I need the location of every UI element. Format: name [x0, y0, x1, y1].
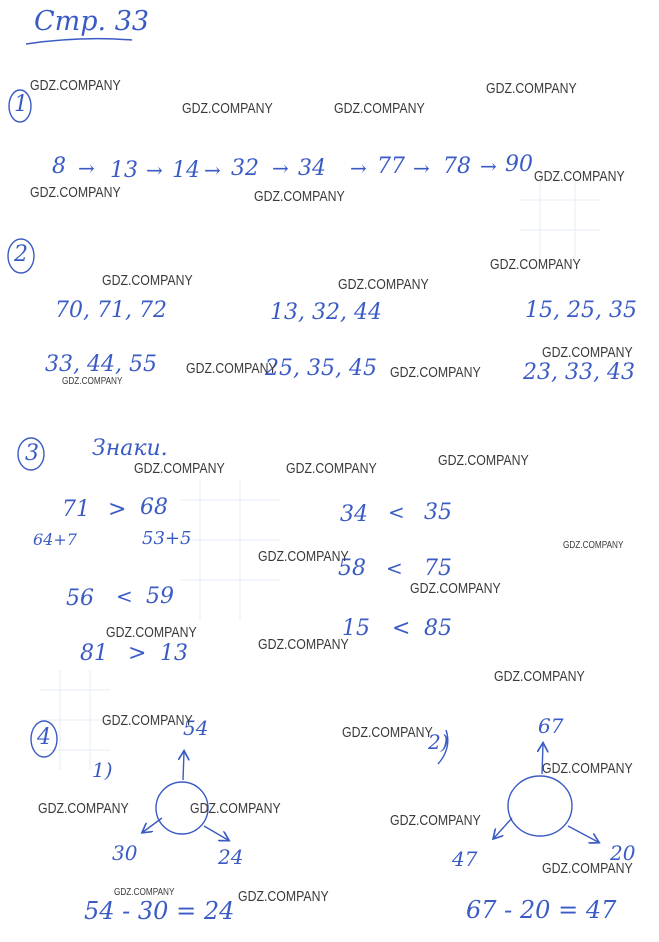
watermark: GDZ.COMPANY	[258, 548, 349, 565]
sequence-arrow: →	[350, 156, 367, 180]
comparison-left: 71	[62, 497, 90, 522]
arrow-up	[183, 752, 184, 780]
task3-heading: Знаки.	[92, 436, 168, 461]
watermark: GDZ.COMPANY	[186, 360, 277, 377]
task4-number: 4	[37, 725, 51, 750]
watermark: GDZ.COMPANY	[30, 77, 121, 94]
watermark: GDZ.COMPANY	[286, 460, 377, 477]
watermark: GDZ.COMPANY	[182, 100, 273, 117]
comparison-right: 13	[160, 641, 188, 666]
watermark: GDZ.COMPANY	[534, 168, 625, 185]
watermark: GDZ.COMPANY	[542, 860, 633, 877]
number-group: 70, 71, 72	[55, 298, 167, 323]
sequence-number: 8	[52, 154, 66, 179]
watermark: GDZ.COMPANY	[106, 624, 197, 641]
sequence-arrow: →	[78, 156, 95, 180]
sequence-arrow: →	[413, 156, 430, 180]
watermark: GDZ.COMPANY	[438, 452, 529, 469]
diagram-circle	[508, 776, 572, 836]
comparison-sign: <	[392, 616, 411, 641]
task2-number: 2	[14, 242, 28, 267]
comparison-right: 59	[146, 584, 174, 609]
watermark: GDZ.COMPANY	[338, 276, 429, 293]
watermark: GDZ.COMPANY	[258, 636, 349, 653]
comparison-left: 58	[338, 556, 366, 581]
watermark: GDZ.COMPANY	[342, 724, 433, 741]
diagram-left-value: 47	[452, 847, 478, 871]
label-bracket	[438, 730, 448, 764]
watermark: GDZ.COMPANY	[102, 712, 193, 729]
watermark: GDZ.COMPANY	[254, 188, 345, 205]
equation: 54 - 30 = 24	[84, 897, 235, 925]
watermark: GDZ.COMPANY	[134, 460, 225, 477]
watermark: GDZ.COMPANY	[410, 580, 501, 597]
sequence-arrow: →	[480, 154, 497, 178]
watermark: GDZ.COMPANY	[114, 887, 175, 898]
comparison-sign: <	[386, 556, 403, 580]
number-group: 25, 35, 45	[265, 356, 377, 381]
watermark: GDZ.COMPANY	[30, 184, 121, 201]
watermark: GDZ.COMPANY	[190, 800, 281, 817]
sequence-number: 90	[505, 152, 533, 177]
comparison-left: 56	[66, 586, 94, 611]
arrow-right	[204, 826, 228, 840]
sequence-number: 13	[110, 158, 138, 183]
sequence-number: 14	[172, 158, 200, 183]
task1-number: 1	[14, 92, 28, 117]
watermark: GDZ.COMPANY	[542, 760, 633, 777]
diagram-top-value: 67	[538, 714, 564, 738]
watermark: GDZ.COMPANY	[563, 540, 624, 551]
comparison-right: 75	[424, 556, 452, 581]
number-group: 15, 25, 35	[525, 298, 637, 323]
diagram-top-value: 54	[183, 716, 209, 740]
comparison-right: 68	[140, 495, 168, 520]
number-group: 23, 33, 43	[523, 360, 635, 385]
watermark: GDZ.COMPANY	[238, 888, 329, 905]
sequence-arrow: →	[272, 156, 289, 180]
watermark: GDZ.COMPANY	[490, 256, 581, 273]
number-group: 13, 32, 44	[270, 300, 382, 325]
watermark: GDZ.COMPANY	[494, 668, 585, 685]
arrow-left	[143, 818, 162, 832]
watermark: GDZ.COMPANY	[542, 344, 633, 361]
comparison-right: 35	[424, 500, 452, 525]
sequence-number: 78	[443, 154, 471, 179]
part-label: 1)	[92, 758, 113, 782]
part-label: 2)	[428, 730, 449, 754]
number-group: 33, 44, 55	[45, 352, 157, 377]
watermark: GDZ.COMPANY	[390, 364, 481, 381]
comparison-sign: <	[388, 500, 405, 524]
sequence-number: 34	[298, 156, 326, 181]
sequence-arrow: →	[204, 158, 221, 182]
task3-number: 3	[25, 441, 39, 466]
comparison-left: 81	[80, 641, 108, 666]
arrow-right	[568, 826, 598, 842]
hint: 64+7	[33, 530, 77, 549]
hint: 53+5	[142, 528, 192, 549]
equation: 67 - 20 = 47	[466, 896, 617, 924]
comparison-sign: >	[108, 497, 127, 522]
watermark: GDZ.COMPANY	[62, 376, 123, 387]
watermark: GDZ.COMPANY	[38, 800, 129, 817]
watermark: GDZ.COMPANY	[102, 272, 193, 289]
comparison-right: 85	[424, 616, 452, 641]
arrow-left	[494, 818, 512, 838]
diagram-right-value: 24	[218, 845, 244, 869]
watermark: GDZ.COMPANY	[390, 812, 481, 829]
comparison-sign: <	[116, 584, 133, 608]
comparison-left: 34	[340, 502, 368, 527]
sequence-arrow: →	[146, 158, 163, 182]
diagram-left-value: 30	[112, 841, 138, 865]
diagram-right-value: 20	[610, 841, 636, 865]
sequence-number: 77	[377, 154, 405, 179]
sequence-number: 32	[231, 156, 259, 181]
page-title: Стр. 33	[34, 6, 150, 37]
comparison-sign: >	[128, 641, 147, 666]
watermark: GDZ.COMPANY	[334, 100, 425, 117]
watermark: GDZ.COMPANY	[486, 80, 577, 97]
comparison-left: 15	[342, 616, 370, 641]
